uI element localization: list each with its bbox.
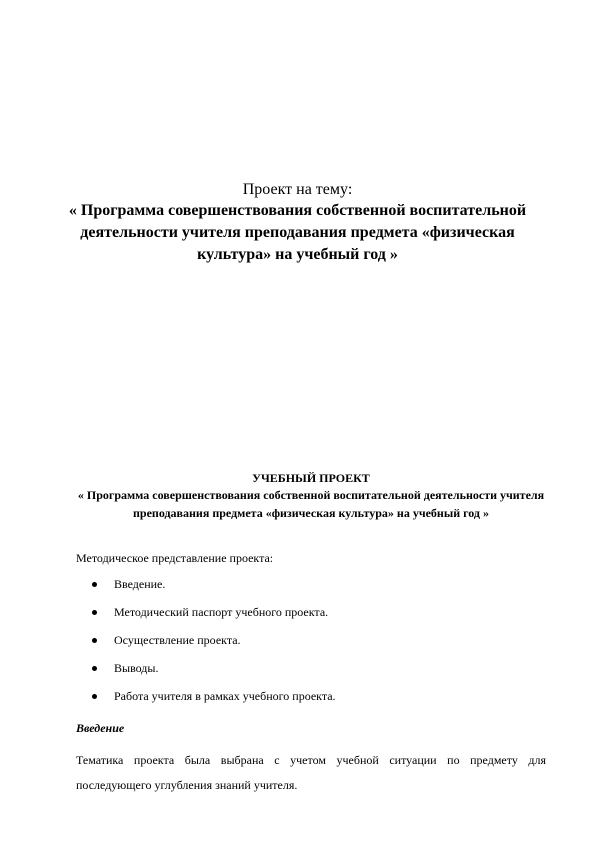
bullet-icon — [92, 610, 97, 615]
contents-list — [76, 576, 546, 716]
project-header — [76, 470, 546, 522]
list-item-text: Осуществление проекта. — [114, 633, 241, 647]
section-title: Введение — [76, 721, 125, 735]
contents-intro: Методическое представление проекта: — [76, 551, 274, 565]
bullet-icon — [92, 638, 97, 643]
bullet-icon — [92, 582, 97, 587]
list-item — [76, 576, 546, 604]
list-item — [76, 688, 546, 716]
list-item-text: Работа учителя в рамках учебного проекта. — [114, 689, 336, 703]
contents-block — [76, 550, 546, 798]
list-item-text: Методический паспорт учебного проекта. — [114, 605, 329, 619]
list-item — [76, 660, 546, 688]
cover-title: « Программа совершенствования собственной воспитательной деятельности учителя преподавания предмета «физическая культура» на учебный год » — [68, 202, 527, 263]
list-item — [76, 604, 546, 632]
project-title: « Программа совершенствования собственной воспитательной деятельности учителя преподавания предмета «физическая культура» на учебный год » — [77, 488, 545, 520]
bullet-icon — [92, 666, 97, 671]
cover-pre-title: Проект на тему: — [242, 181, 353, 198]
list-item-text: Введение. — [114, 577, 166, 591]
cover-block — [0, 180, 595, 266]
list-item-text: Выводы. — [114, 661, 159, 675]
list-item — [76, 632, 546, 660]
intro-paragraph: Тематика проекта была выбрана с учетом учебной ситуации по предмету для последующего углубления знаний учителя. — [76, 753, 546, 792]
bullet-icon — [92, 694, 97, 699]
project-heading: УЧЕБНЫЙ ПРОЕКТ — [252, 471, 370, 485]
